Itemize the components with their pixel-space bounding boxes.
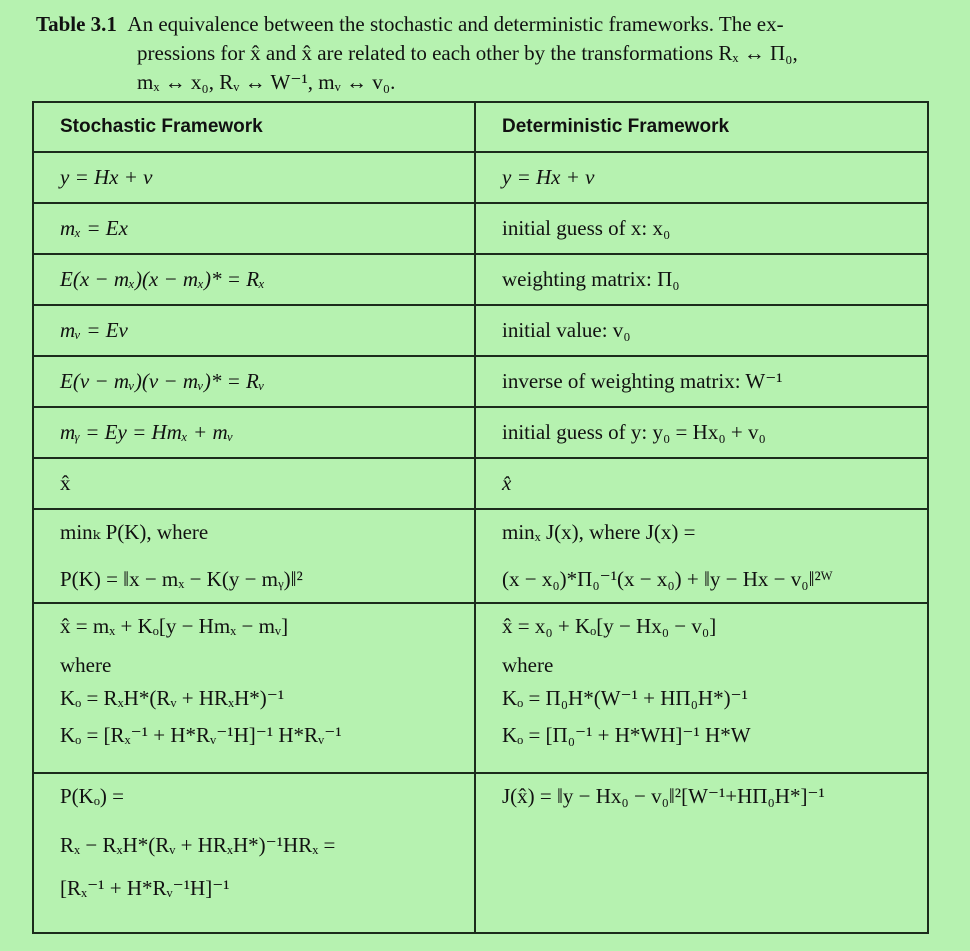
table-row (33, 773, 928, 933)
cell-line: Rₓ − RₓH*(Rᵥ + HRₓH*)⁻¹HRₓ = (60, 833, 336, 857)
cell-line: (x − x₀)*Π₀⁻¹(x − x₀) + ‖y − Hx − v₀‖²ᵂ (502, 567, 833, 591)
cell-stochastic: x̂ (33, 458, 475, 509)
cell-deterministic: initial value: v₀ (475, 305, 928, 356)
cell-deterministic: y = Hx + v (475, 152, 928, 203)
table-row (33, 254, 928, 305)
table-row (33, 152, 928, 203)
cell-deterministic (475, 603, 928, 773)
cell-line: minₖ P(K), where (60, 520, 209, 544)
table-row (33, 458, 928, 509)
caption-line-3: mₓ ↔ x₀, Rᵥ ↔ W⁻¹, mᵥ ↔ v₀. (137, 70, 396, 94)
cell-stochastic (33, 773, 475, 933)
caption-line-2: pressions for x̂ and x̂ are related to each other by the transformations Rₓ ↔ Π₀, (137, 41, 798, 65)
cell-deterministic: x̂ (475, 458, 928, 509)
table-row (33, 356, 928, 407)
cell-line: P(K) = ‖x − mₓ − K(y − mᵧ)‖² (60, 567, 303, 591)
cell-deterministic (475, 773, 928, 933)
cell-line: where (502, 653, 554, 677)
cell-stochastic: mᵥ = Ev (33, 305, 475, 356)
cell-stochastic (33, 603, 475, 773)
caption-line-1 (36, 10, 941, 39)
cell-deterministic: initial guess of x: x₀ (475, 203, 928, 254)
cell-line: minₓ J(x), where J(x) = (502, 520, 696, 544)
cell-line: P(Kₒ) = (60, 784, 124, 808)
caption-label: Table 3.1 (36, 12, 117, 36)
table-row (33, 203, 928, 254)
cell-stochastic: mₓ = Ex (33, 203, 475, 254)
cell-stochastic: mᵧ = Ey = Hmₓ + mᵥ (33, 407, 475, 458)
table-row (33, 509, 928, 603)
cell-deterministic: inverse of weighting matrix: W⁻¹ (475, 356, 928, 407)
cell-line: Kₒ = Π₀H*(W⁻¹ + HΠ₀H*)⁻¹ (502, 686, 748, 710)
cell-stochastic (33, 509, 475, 603)
cell-line: Kₒ = RₓH*(Rᵥ + HRₓH*)⁻¹ (60, 686, 285, 710)
cell-line: [Rₓ⁻¹ + H*Rᵥ⁻¹H]⁻¹ (60, 876, 230, 900)
caption-text-1: An equivalence between the stochastic and deterministic frameworks. The ex- (127, 12, 784, 36)
cell-line: x̂ = mₓ + Kₒ[y − Hmₓ − mᵥ] (60, 614, 289, 638)
cell-deterministic: weighting matrix: Π₀ (475, 254, 928, 305)
cell-deterministic: initial guess of y: y₀ = Hx₀ + v₀ (475, 407, 928, 458)
table-caption (36, 10, 941, 97)
table-header-row (33, 102, 928, 152)
table-row (33, 407, 928, 458)
table-row (33, 603, 928, 773)
cell-stochastic: E(v − mᵥ)(v − mᵥ)* = Rᵥ (33, 356, 475, 407)
cell-line: J(x̂) = ‖y − Hx₀ − v₀‖²[W⁻¹+HΠ₀H*]⁻¹ (502, 784, 825, 808)
header-deterministic: Deterministic Framework (475, 102, 928, 152)
cell-stochastic: y = Hx + v (33, 152, 475, 203)
table-row (33, 305, 928, 356)
cell-deterministic (475, 509, 928, 603)
cell-line: Kₒ = [Π₀⁻¹ + H*WH]⁻¹ H*W (502, 723, 751, 747)
cell-line: Kₒ = [Rₓ⁻¹ + H*Rᵥ⁻¹H]⁻¹ H*Rᵥ⁻¹ (60, 723, 342, 747)
header-stochastic: Stochastic Framework (33, 102, 475, 152)
equivalence-table (32, 101, 929, 934)
cell-stochastic: E(x − mₓ)(x − mₓ)* = Rₓ (33, 254, 475, 305)
cell-line: where (60, 653, 112, 677)
cell-line: x̂ = x₀ + Kₒ[y − Hx₀ − v₀] (502, 614, 717, 638)
